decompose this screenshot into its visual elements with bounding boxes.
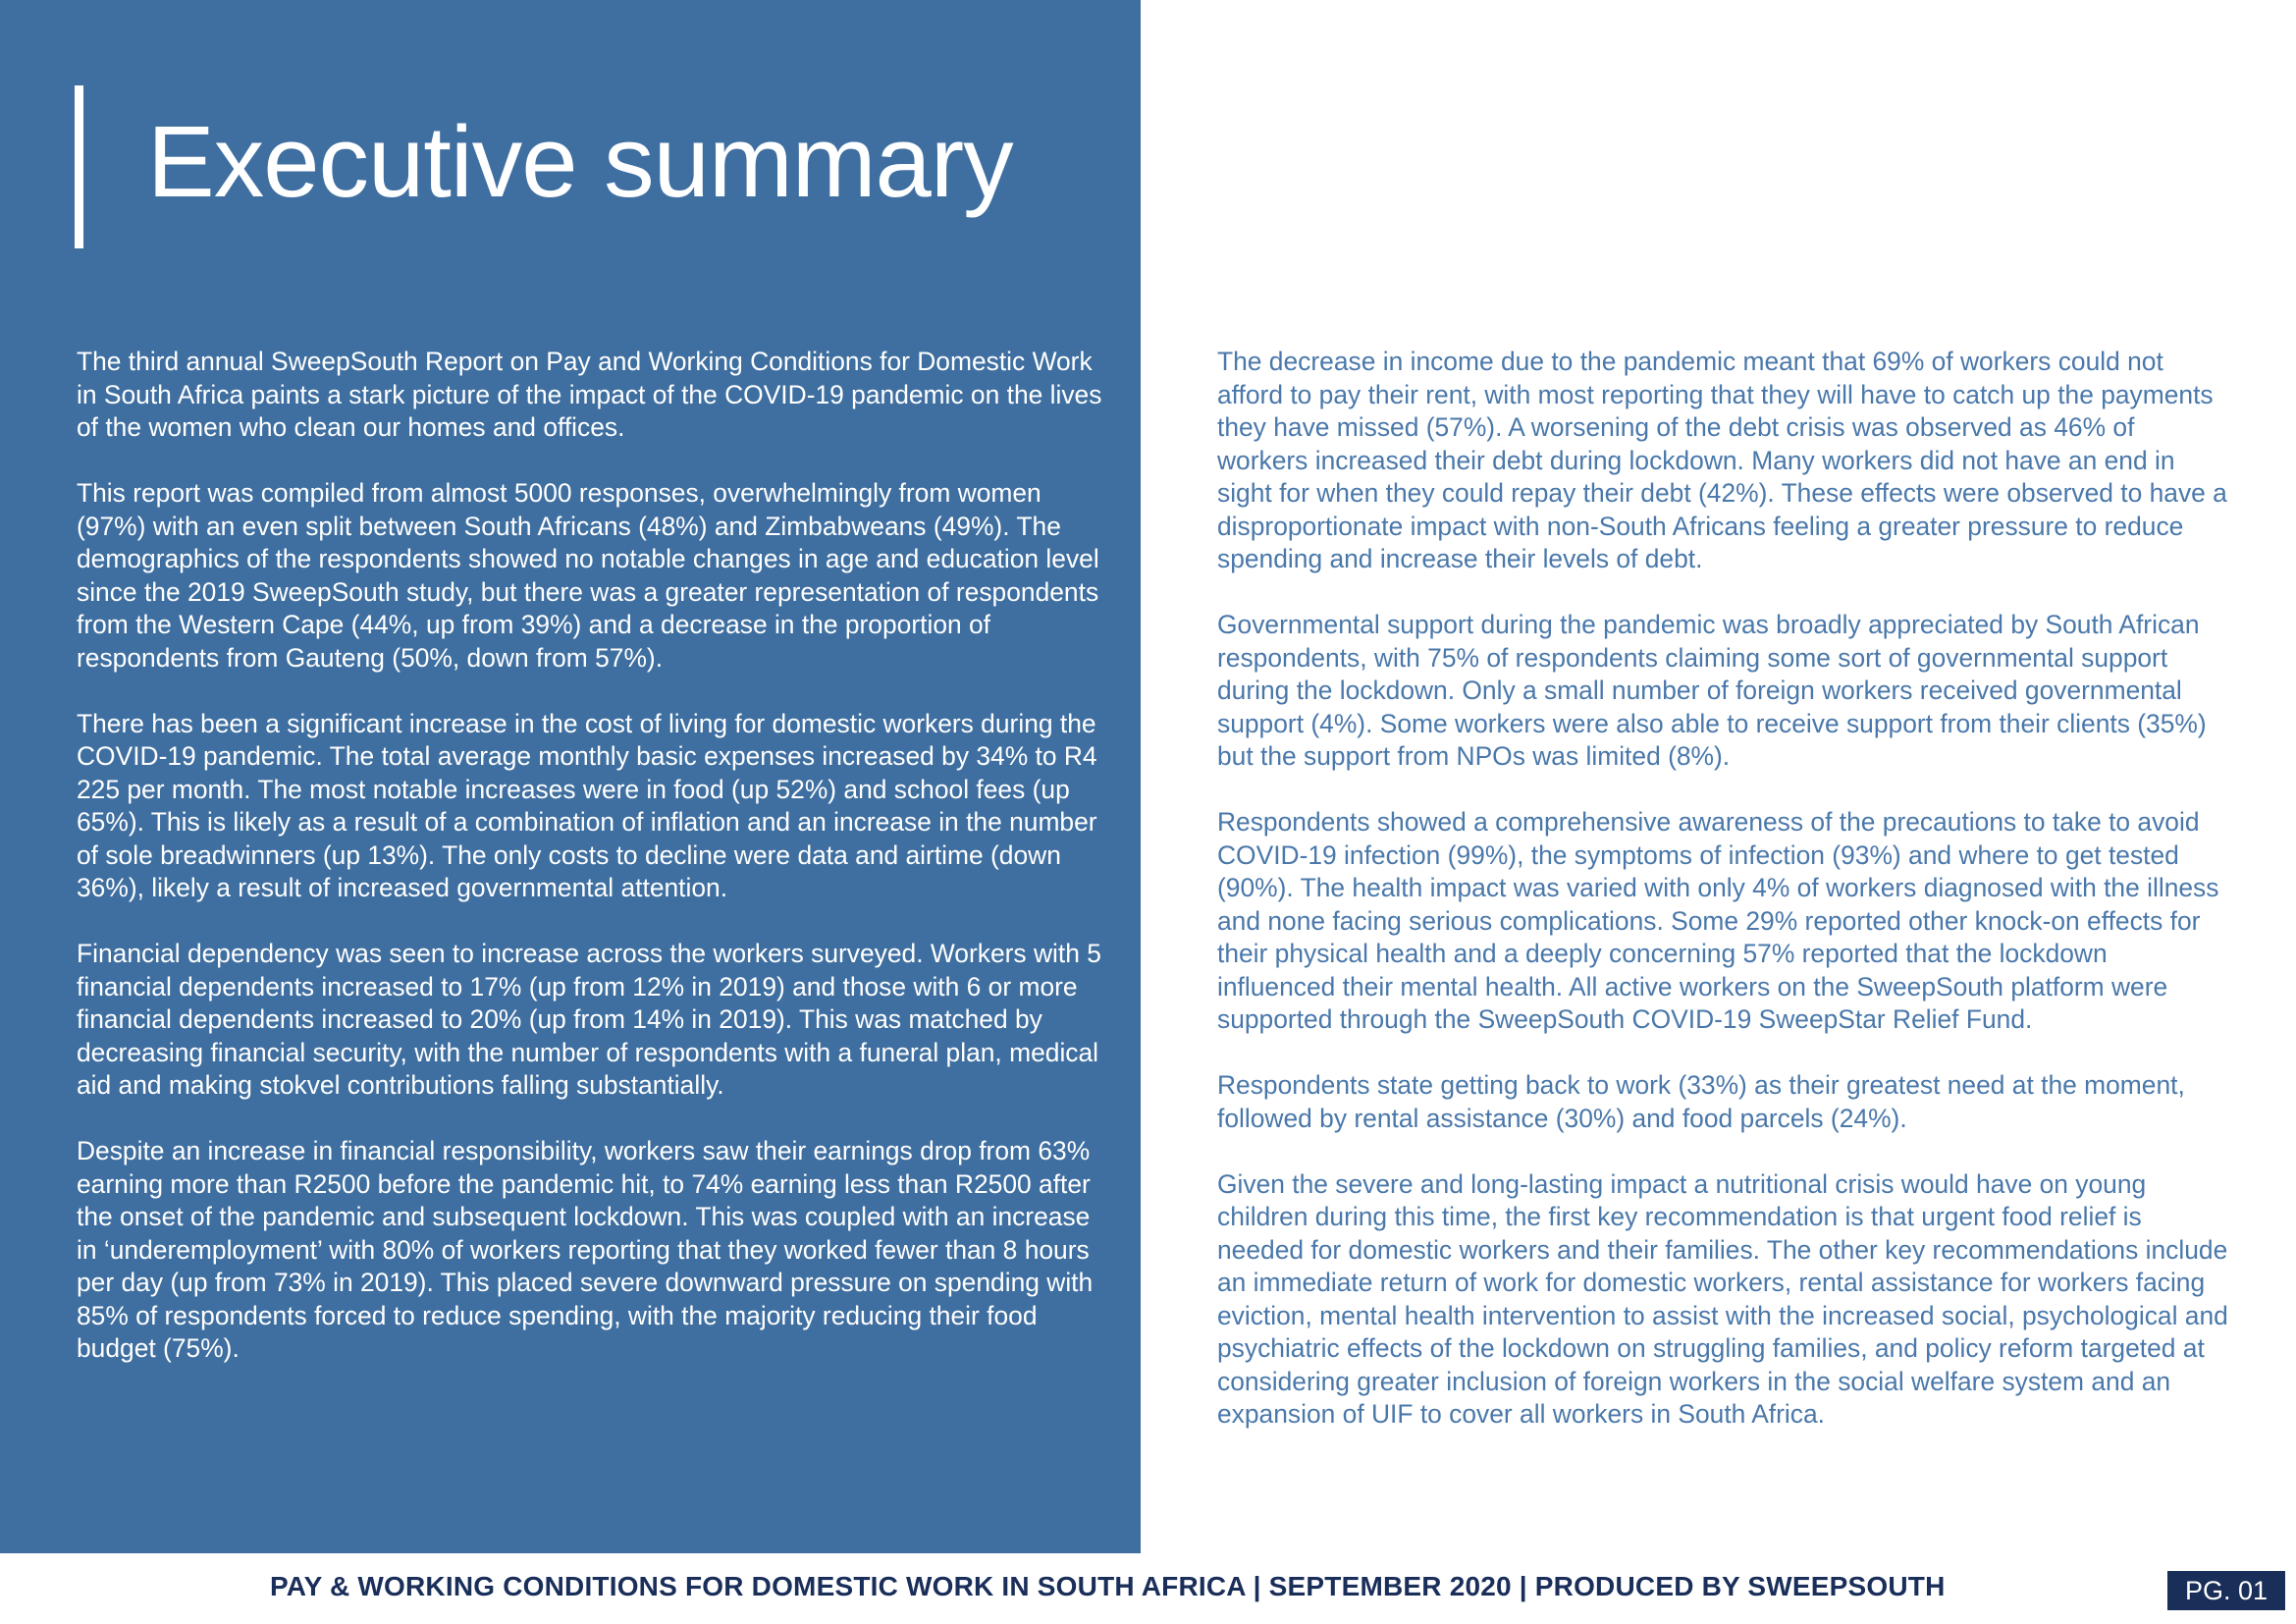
- footer-caption: PAY & WORKING CONDITIONS FOR DOMESTIC WORK IN SOUTH AFRICA | SEPTEMBER 2020 | PRODUCED BY SWEEPSOUTH: [270, 1571, 1946, 1601]
- left-paragraph-2: This report was compiled from almost 5000 responses, overwhelmingly from women (97%) with an even split between South Africans (48%) and Zimbabweans (49%). The demographics of the respondents showed no notable changes in age and education level since the 2019 SweepSouth study, but there was a greater representation of respondents from the Western Cape (44%, up from 39%) and a decrease in the proportion of respondents from Gauteng (50%, down from 57%).: [77, 478, 1099, 673]
- right-column: [1217, 346, 2228, 1464]
- title-accent-bar: [75, 85, 83, 248]
- left-paragraph-5: Despite an increase in financial responsibility, workers saw their earnings drop from 63% earning more than R2500 before the pandemic hit, to 74% earning less than R2500 after the onset of the pandemic and subsequent lockdown. This was coupled with an increase in ‘underemployment’ with 80% of workers reporting that they worked fewer than 8 hours per day (up from 73% in 2019). This placed severe downward pressure on spending with 85% of respondents forced to reduce spending, with the majority reducing their food budget (75%).: [77, 1136, 1094, 1363]
- right-paragraph-3: Respondents showed a comprehensive awareness of the precautions to take to avoid COVID-19 infection (99%), the symptoms of infection (93%) and where to get tested (90%). The health impact was varied with only 4% of workers diagnosed with the illness and none facing serious complications. Some 29% reported other knock-on effects for their physical health and a deeply concerning 57% reported that the lockdown influenced their mental health. All active workers on the SweepSouth platform were supported through the SweepSouth COVID-19 SweepStar Relief Fund.: [1217, 807, 2219, 1034]
- right-paragraph-1: The decrease in income due to the pandemic meant that 69% of workers could not afford to pay their rent, with most reporting that they will have to catch up the payments they have missed (57%). A worsening of the debt crisis was observed as 46% of workers increased their debt during lockdown. Many workers did not have an end in sight for when they could repay their debt (42%). These effects were observed to have a disproportionate impact with non-South Africans feeling a greater pressure to reduce spending and increase their levels of debt.: [1217, 347, 2227, 573]
- page-title: Executive summary: [147, 105, 1013, 218]
- right-paragraph-5: Given the severe and long-lasting impact a nutritional crisis would have on young children during this time, the first key recommendation is that urgent food relief is needed for domestic workers and their families. The other key recommendations include an immediate return of work for domestic workers, rental assistance for workers facing eviction, mental health intervention to assist with the increased social, psychological and psychiatric effects of the lockdown on struggling families, and policy reform targeted at considering greater inclusion of foreign workers in the social welfare system and an expansion of UIF to cover all workers in South Africa.: [1217, 1168, 2228, 1429]
- left-paragraph-3: There has been a significant increase in the cost of living for domestic workers during the COVID-19 pandemic. The total average monthly basic expenses increased by 34% to R4 225 per month. The most notable increases were in food (up 52%) and school fees (up 65%). This is likely as a result of a combination of inflation and an increase in the number of sole breadwinners (up 13%). The only costs to decline were data and airtime (down 36%), likely a result of increased governmental attention.: [77, 708, 1097, 902]
- right-paragraph-2: Governmental support during the pandemic was broadly appreciated by South African respondents, with 75% of respondents claiming some sort of governmental support during the lockdown. Only a small number of foreign workers received governmental support (4%). Some workers were also able to receive support from their clients (35%) but the support from NPOs was limited (8%).: [1217, 610, 2207, 771]
- summary-panel: [0, 0, 1141, 1553]
- left-paragraph-1: The third annual SweepSouth Report on Pay and Working Conditions for Domestic Work in South Africa paints a stark picture of the impact of the COVID-19 pandemic on the lives of the women who clean our homes and offices.: [77, 347, 1102, 442]
- left-paragraph-4: Financial dependency was seen to increase across the workers surveyed. Workers with 5 financial dependents increased to 17% (up from 12% in 2019) and those with 6 or more financial dependents increased to 20% (up from 14% in 2019). This was matched by decreasing financial security, with the number of respondents with a funeral plan, medical aid and making stokvel contributions falling substantially.: [77, 939, 1101, 1100]
- left-column: [77, 346, 1107, 1398]
- page-number-badge: PG. 01: [2167, 1571, 2285, 1610]
- right-paragraph-4: Respondents state getting back to work (33%) as their greatest need at the moment, followed by rental assistance (30%) and food parcels (24%).: [1217, 1070, 2185, 1133]
